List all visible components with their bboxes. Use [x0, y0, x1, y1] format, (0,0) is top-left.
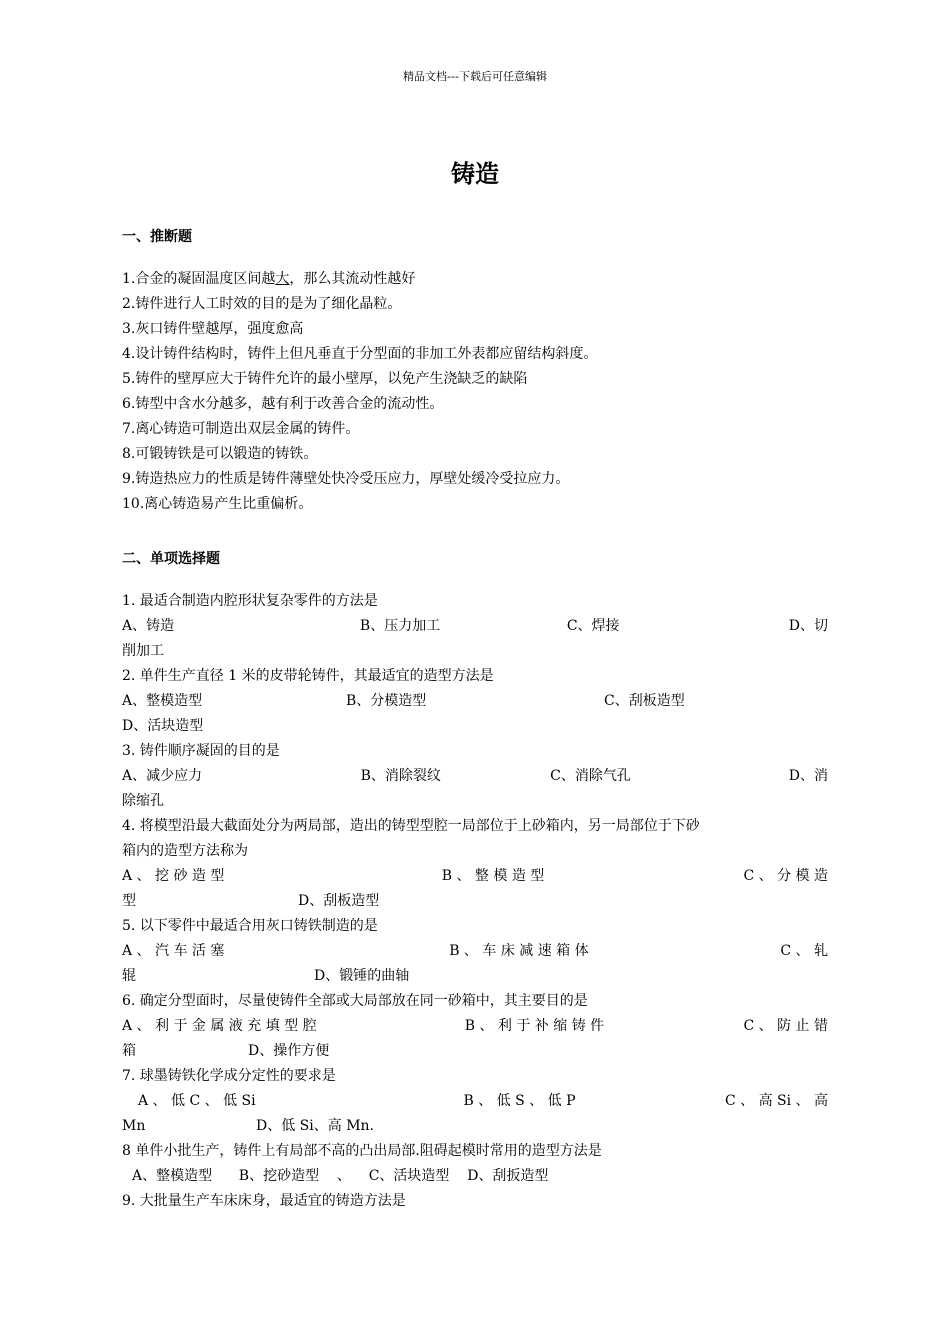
question-5-wrap: 辊 D、锻锤的曲轴	[122, 968, 410, 984]
question-4-cont: 箱内的造型方法称为	[122, 843, 248, 859]
list-item: 10.离心铸造易产生比重偏析。	[122, 496, 313, 512]
question-6: 6. 确定分型面时，尽量使铸件全部或大局部放在同一砂箱中，其主要目的是	[122, 993, 588, 1009]
list-item: 2.铸件进行人工时效的目的是为了细化晶粒。	[122, 296, 402, 312]
question-7: 7. 球墨铸铁化学成分定性的要求是	[122, 1068, 336, 1084]
question-5-options: A 、 汽 车 活 塞 B 、 车 床 减 速 箱 体 C 、 轧	[122, 943, 828, 959]
list-item: 1.合金的凝固温度区间越大，那么其流动性越好	[122, 271, 416, 287]
question-1-options: A、铸造 B、压力加工 C、焊接 D、切	[122, 618, 828, 634]
question-4-wrap: 型 D、刮板造型	[122, 893, 380, 909]
question-6-wrap: 箱 D、操作方便	[122, 1043, 330, 1059]
judgement-list	[122, 267, 828, 517]
question-3-options: A、减少应力 B、消除裂纹 C、消除气孔 D、消	[122, 768, 828, 784]
question-7-options: A 、 低 C 、 低 Si B 、 低 S 、 低 P C 、 高 Si 、 高	[138, 1093, 828, 1109]
list-item: 3.灰口铸件壁越厚，强度愈高	[122, 321, 304, 337]
question-6-options: A 、 利 于 金 属 液 充 填 型 腔 B 、 利 于 补 缩 铸 件 C 、 防 止 错	[122, 1018, 828, 1034]
question-2-wrap: D、活块造型	[122, 718, 204, 734]
list-item: 8.可锻铸铁是可以锻造的铸铁。	[122, 446, 318, 462]
page-title: 铸造	[451, 160, 499, 188]
question-1-wrap: 削加工	[122, 643, 164, 659]
question-2-options: A、整模造型 B、分模造型 C、刮板造型	[122, 693, 685, 709]
question-5: 5. 以下零件中最适合用灰口铸铁制造的是	[122, 918, 378, 934]
page-header: 精品文档---下载后可任意编辑	[403, 70, 547, 83]
list-item: 9.铸造热应力的性质是铸件薄壁处快冷受压应力，厚壁处缓冷受拉应力。	[122, 471, 570, 487]
list-item: 6.铸型中含水分越多，越有利于改善合金的流动性。	[122, 396, 444, 412]
question-7-wrap: Mn D、低 Si、高 Mn.	[122, 1118, 374, 1134]
question-2: 2. 单件生产直径 1 米的皮带轮铸件，其最适宜的造型方法是	[122, 668, 494, 684]
list-item: 7.离心铸造可制造出双层金属的铸件。	[122, 421, 360, 437]
choice-list	[122, 589, 828, 1214]
question-4-options: A 、 挖 砂 造 型 B 、 整 模 造 型 C 、 分 模 造	[122, 868, 828, 884]
question-3: 3. 铸件顺序凝固的目的是	[122, 743, 280, 759]
question-4: 4. 将模型沿最大截面处分为两局部，造出的铸型型腔一局部位于上砂箱内，另一局部位于下砂	[122, 818, 700, 834]
question-8-options: A、整模造型 B、挖砂造型 、 C、活块造型 D、刮扳造型	[132, 1168, 549, 1184]
question-1: 1. 最适合制造内腔形状复杂零件的方法是	[122, 593, 378, 609]
list-item: 4.设计铸件结构时，铸件上但凡垂直于分型面的非加工外表都应留结构斜度。	[122, 346, 598, 362]
section-2-title: 二、单项选择题	[122, 551, 220, 567]
question-8: 8 单件小批生产，铸件上有局部不高的凸出局部.阻碍起模时常用的造型方法是	[122, 1143, 602, 1159]
section-1-title: 一、推断题	[122, 229, 192, 245]
question-9: 9. 大批量生产车床床身，最适宜的铸造方法是	[122, 1193, 406, 1209]
list-item: 5.铸件的壁厚应大于铸件允许的最小壁厚，以免产生浇缺乏的缺陷	[122, 371, 528, 387]
question-3-wrap: 除缩孔	[122, 793, 164, 809]
